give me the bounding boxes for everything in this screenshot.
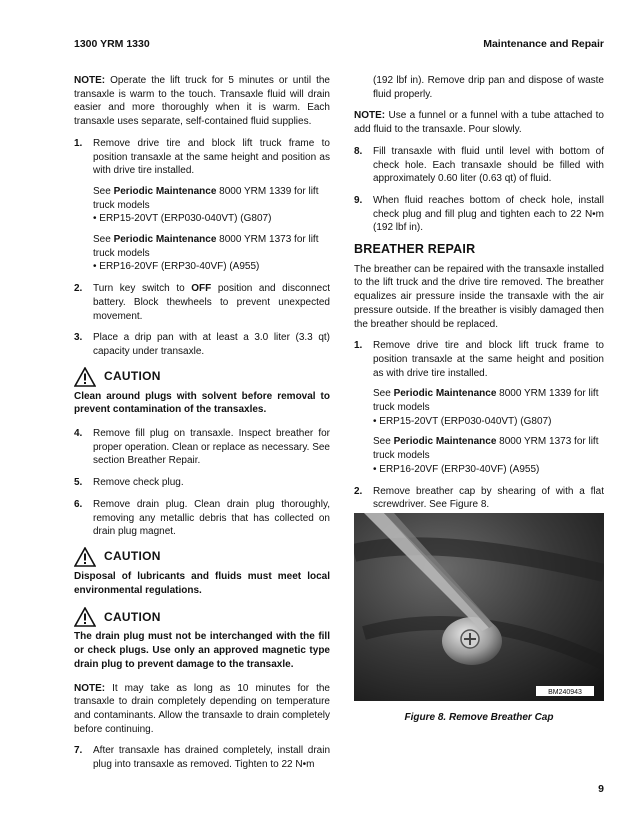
figure-caption: Figure 8. Remove Breather Cap [404, 712, 554, 723]
caution-heading [74, 607, 330, 627]
left-column [74, 74, 330, 780]
caution-heading [74, 547, 330, 567]
breather-step-2 [354, 485, 604, 512]
step-text: Remove drive tire and block lift truck frame to position transaxle at the same height and position as with drive tire installed. [373, 340, 604, 379]
section-intro: The breather can be repaired with the transaxle installed to the lift truck and the drive tire removed. The breather equalizes air pressure inside the transaxle with the air pressure outside. If the breather is visibly damaged then the breather should be replaced. [354, 263, 604, 330]
step-text: Remove drain plug. Clean drain plug thoroughly, removing any metallic debris that has collected on drain plug magnet. [93, 498, 330, 538]
step-continuation: (192 lbf in). Remove drip pan and dispose of waste fluid properly. [373, 75, 604, 100]
note-paragraph [354, 109, 604, 136]
note-text: Use a funnel or a funnel with a tube attached to add fluid to the transaxle. Pour slowly. [354, 110, 604, 136]
note-label: NOTE: [354, 110, 386, 122]
note-text: Operate the lift truck for 5 minutes or until the transaxle is warm to the touch. Transaxle fluid will drain easier and more thoroughly when it is warm. Each transaxle uses separate, self-contained fluid supplies. [74, 75, 330, 128]
step-number: 1. [74, 137, 83, 149]
caution-label: CAUTION [104, 368, 161, 383]
warning-triangle-icon [74, 607, 96, 627]
figure-photo [354, 513, 604, 701]
right-column [354, 74, 604, 520]
header-doc-id: 1300 YRM 1330 [74, 38, 150, 50]
note-label: NOTE: [74, 682, 106, 694]
step-number: 6. [74, 498, 83, 510]
step-text: Remove check plug. [93, 477, 184, 489]
caution-heading [74, 367, 330, 387]
note-text: It may take as long as 10 minutes for the transaxle to drain completely depending on temperature and contaminants. Allow the transaxle to drain completely before continuing. [74, 682, 330, 735]
see-reference: See Periodic Maintenance 8000 YRM 1373 for lift truck models • ERP16-20VF (ERP30-40VF) (A955) [93, 234, 319, 273]
model-bullet: • ERP15-20VT (ERP030-040VT) (G807) [373, 415, 552, 427]
caution-text: Disposal of lubricants and fluids must meet local environmental regulations. [74, 570, 330, 596]
step-text: When fluid reaches bottom of check hole, install check plug and fill plug and tighten each to 22 N•m (192 lbf in). [373, 194, 604, 234]
step-number: 9. [354, 194, 363, 206]
step-number: 4. [74, 428, 83, 440]
step-text: After transaxle has drained completely, install drain plug into transaxle as removed. Tighten to 22 N•m [93, 745, 330, 771]
step-number: 1. [354, 340, 363, 352]
step-4 [74, 427, 330, 468]
header-section: Maintenance and Repair [483, 38, 604, 50]
step-number: 5. [74, 477, 83, 489]
figure-code: BM240943 [548, 689, 582, 696]
breather-step-1 [354, 339, 604, 476]
step-text: Turn key switch to OFF position and disconnect battery. Block thewheels to prevent unexpected movement. [93, 283, 330, 322]
see-reference: See Periodic Maintenance 8000 YRM 1339 for lift truck models • ERP15-20VT (ERP030-040VT) (G807) [93, 185, 319, 225]
note-paragraph [74, 74, 330, 129]
step-5 [74, 476, 330, 490]
step-text: Fill transaxle with fluid until level with bottom of check hole. Each transaxle should be filled with approximately 0.60 liter (0.63 qt) of fluid. [373, 145, 604, 185]
step-text: Remove fill plug on transaxle. Inspect breather for proper operation. Clean or replace as necessary. See section Breather Repair. [93, 428, 330, 467]
step-number: 8. [354, 145, 363, 157]
page-number: 9 [598, 783, 604, 795]
see-reference: See Periodic Maintenance 8000 YRM 1373 for lift truck models • ERP16-20VF (ERP30-40VF) (A955) [373, 436, 599, 475]
caution-label: CAUTION [104, 609, 161, 624]
step-1 [74, 137, 330, 274]
caution-label: CAUTION [104, 549, 161, 564]
note-paragraph [74, 682, 330, 737]
caution-text: Clean around plugs with solvent before removal to prevent contamination of the transaxles. [74, 390, 330, 416]
note-label: NOTE: [74, 75, 106, 86]
model-bullet: • ERP15-20VT (ERP030-040VT) (G807) [93, 213, 272, 225]
step-2 [74, 282, 330, 323]
step-number: 2. [354, 485, 363, 497]
step-7 [74, 744, 330, 771]
model-bullet: • ERP16-20VF (ERP30-40VF) (A955) [373, 463, 540, 475]
step-9 [354, 194, 604, 235]
step-3 [74, 331, 330, 358]
warning-triangle-icon [74, 547, 96, 567]
step-number: 3. [74, 332, 83, 344]
step-text: Remove breather cap by shearing of with a flat screwdriver. See Figure 8. [373, 485, 604, 511]
step-number: 2. [74, 283, 83, 295]
step-text: Remove drive tire and block lift truck frame to position transaxle at the same height and position as with drive tire installed. [93, 137, 330, 177]
section-title: BREATHER REPAIR [354, 242, 476, 257]
step-8 [354, 145, 604, 186]
warning-triangle-icon [74, 367, 96, 387]
step-number: 7. [74, 745, 83, 757]
caution-text: The drain plug must not be interchanged with the fill or check plugs. Use only an approved magnetic type drain plug to prevent damage to the transaxle. [74, 631, 330, 670]
breather-cap-photo [354, 513, 604, 701]
step-text: Place a drip pan with at least a 3.0 liter (3.3 qt) capacity under transaxle. [93, 332, 330, 357]
see-reference: See Periodic Maintenance 8000 YRM 1339 for lift truck models • ERP15-20VT (ERP030-040VT) (G807) [373, 388, 599, 427]
step-6 [74, 498, 330, 539]
model-bullet: • ERP16-20VF (ERP30-40VF) (A955) [93, 261, 260, 273]
